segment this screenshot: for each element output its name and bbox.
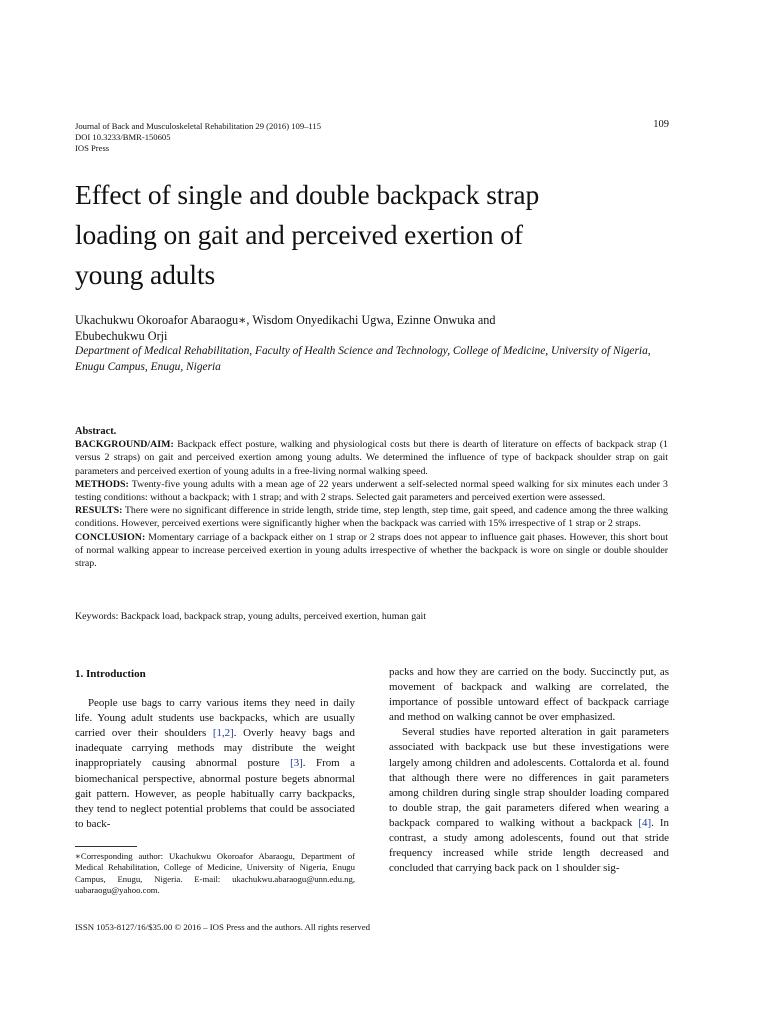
title-line: loading on gait and perceived exertion of xyxy=(75,219,523,250)
intro-paragraph-1-continued: packs and how they are carried on the body. Succinctly put, as movement of backpack and walking are correlated, the importance of possible untoward effect of backpack carriage and method on walking cannot be over emphasized. xyxy=(389,666,669,724)
author-line: Ebubechukwu Orji xyxy=(75,328,168,343)
results-label: RESULTS: xyxy=(75,505,123,517)
abstract-results xyxy=(75,504,668,530)
methods-label: METHODS: xyxy=(75,478,129,490)
abstract-background xyxy=(75,438,668,478)
author-line: Ukachukwu Okoroafor Abaraogu∗, Wisdom Onyedikachi Ugwa, Ezinne Onwuka and xyxy=(75,313,496,327)
title-line: young adults xyxy=(75,259,216,290)
right-column xyxy=(389,665,669,876)
abstract-heading: Abstract. xyxy=(75,426,117,437)
journal-citation: Journal of Back and Musculoskeletal Rehabilitation 29 (2016) 109–115 xyxy=(75,121,321,131)
conclusion-label: CONCLUSION: xyxy=(75,531,146,543)
keywords: Keywords: Backpack load, backpack strap, young adults, perceived exertion, human gait xyxy=(75,611,426,622)
body-text: Several studies have reported alteration in gait parameters associated with backpack use but these investigations were largely among children and adolescents. Cottalorda et al. found that although there were no differences in gait parameters among children during single strap shoulder loading compared to double strap, the gait parameters difered when wearing a backpack compared to walking without a backpack xyxy=(389,726,669,829)
abstract-conclusion xyxy=(75,531,668,571)
doi: DOI 10.3233/BMR-150605 xyxy=(75,132,171,142)
intro-paragraph-1 xyxy=(75,696,355,832)
footnote-divider xyxy=(75,846,137,847)
abstract-methods xyxy=(75,478,668,504)
publisher: IOS Press xyxy=(75,143,110,153)
conclusion-text: Momentary carriage of a backpack either on 1 strap or 2 straps does not appear to influence gait phases. However, this short bout of normal walking appear to increase perceived exertion in young adults irrespective of whether the backpack is wore on single or double shoulder strap. xyxy=(75,531,668,570)
background-text: Backpack effect posture, walking and physiological costs but there is dearth of literature on effects of backpack strap (1 versus 2 straps) on gait and perceived exertion among young adults. We determined the influence of type of backpack shoulder strap on gait parameters and perceived exertion of young adults in a free-living normal walking speed. xyxy=(75,439,668,477)
body-text: . Overly heavy bags and inadequate carrying methods may distribute the weight inappropriately causing abnormal posture xyxy=(75,727,355,770)
affiliation: Department of Medical Rehabilitation, Faculty of Health Science and Technology, College of Medicine, University of Nigeria, Enugu Campus, Enugu, Nigeria xyxy=(75,345,651,373)
body-text: People use bags to carry various items they need in daily life. Young adult students use backpacks, which are usually carried over their shoulders xyxy=(75,697,355,740)
results-text: There were no significant difference in stride length, stride time, step length, step time, gait speed, and cadence among the three walking conditions. However, perceived exertions were significantly higher when the backpack was carried with 15% irrespective of 1 strap or 2 straps. xyxy=(75,505,668,530)
issn-copyright: ISSN 1053-8127/16/$35.00 © 2016 – IOS Press and the authors. All rights reserved xyxy=(75,922,371,932)
title-line: Effect of single and double backpack strap xyxy=(75,179,540,210)
author-list xyxy=(75,313,675,344)
body-text: . In contrast, a study among adolescents, found out that stride frequency increased while stride length decreased and concluded that carrying back pack on 1 shoulder sig- xyxy=(389,816,669,875)
background-label: BACKGROUND/AIM: xyxy=(75,439,174,451)
intro-paragraph-2 xyxy=(389,725,669,876)
left-column xyxy=(75,667,355,832)
methods-text: Twenty-five young adults with a mean age of 22 years underwent a self-selected normal speed walking for six minutes each under 3 testing conditions: without a backpack; with 1 strap; and with 2 straps. Selected gait parameters and perceived exertion were assessed. xyxy=(75,478,668,504)
citation-link[interactable]: [1,2] xyxy=(212,727,234,740)
page-number: 109 xyxy=(653,119,669,130)
abstract xyxy=(75,425,668,570)
journal-header xyxy=(75,121,635,154)
citation-link[interactable]: [4] xyxy=(638,816,652,829)
footnote-text: ∗Corresponding author: Ukachukwu Okoroafor Abaraogu, Department of Medical Rehabilitation, College of Medicine, University of Nigeria, Enugu Campus, Enugu, Nigeria. E-mail: ukachukwu.abaraogu@unn.edu.ng, uabaraogu@yahoo.com. xyxy=(75,851,355,896)
paper-title xyxy=(75,175,695,295)
section-heading: 1. Introduction xyxy=(75,668,146,680)
citation-link[interactable]: [3] xyxy=(290,757,303,770)
corresponding-author-footnote xyxy=(75,851,355,897)
body-text: . From a biomechanical perspective, abnormal posture begets abnormal gait pattern. However, as people habitually carry backpacks, they tend to neglect potential problems that could be associated to back- xyxy=(75,757,355,830)
